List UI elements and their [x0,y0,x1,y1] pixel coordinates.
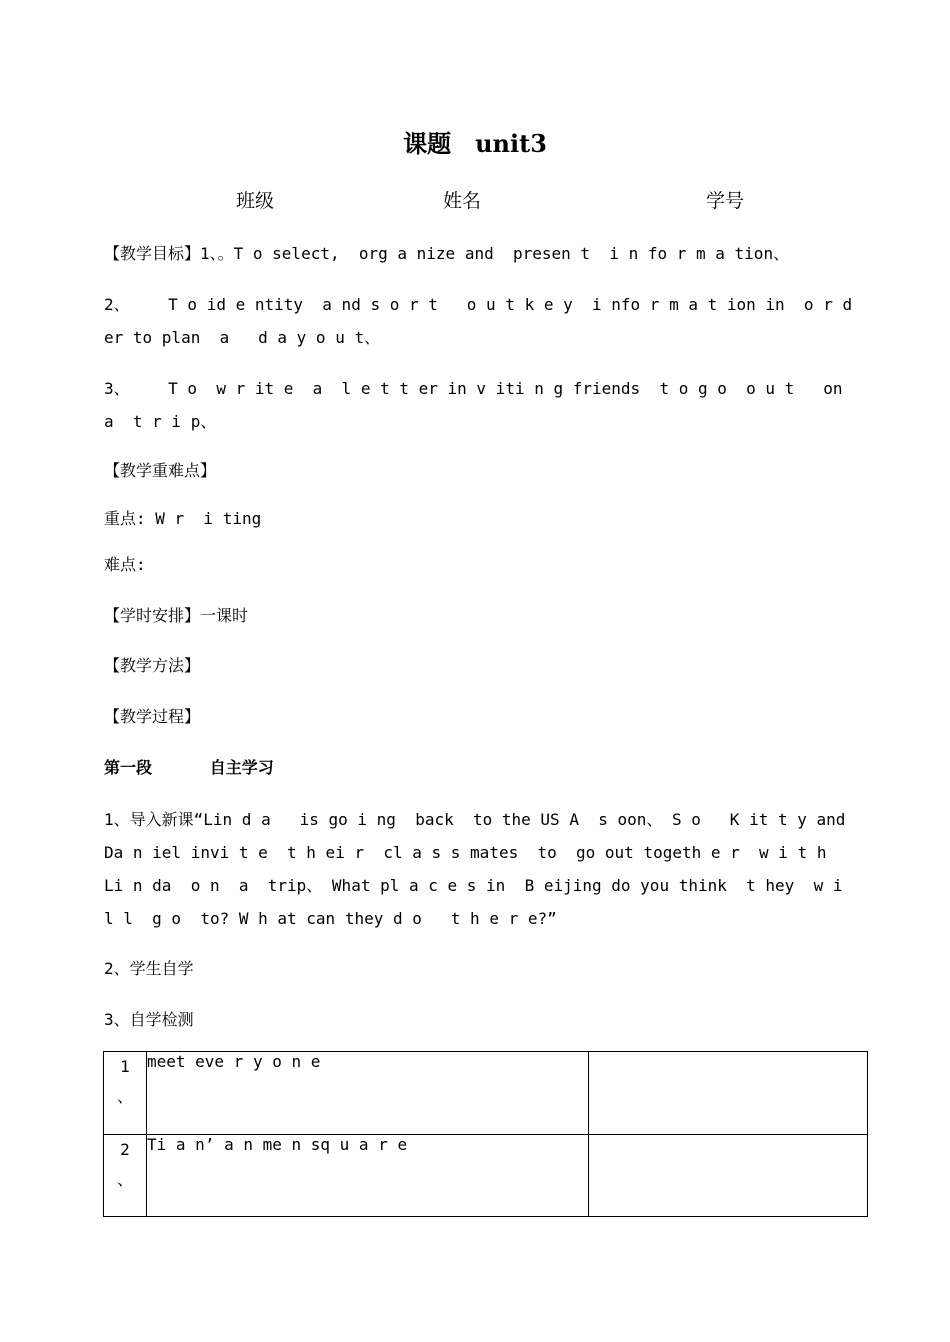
vocabulary-cell: meet eve r y o n e [147,1052,589,1135]
key-difficult-heading: 【教学重难点】 [104,461,217,480]
teaching-objective-3: 3、 T o w r it e a l e t t er in v iti n g friends t o g o o u t on a t r i p、 [104,379,853,431]
answer-cell[interactable] [589,1052,868,1135]
self-check-table [103,1051,868,1217]
row-number-cell: 2 、 [104,1135,147,1217]
section-one-heading: 第一段 自主学习 [104,758,274,777]
vocabulary-cell: Ti a n’ a n me n sq u a r e [147,1135,589,1217]
title-prefix: 课题 [403,129,452,158]
teaching-objective-2: 2、 T o id e ntity a nd s o r t o u t k e y i nfo r m a t ion in o r d er to plan a d a y o u t、 [104,295,862,347]
answer-cell[interactable] [589,1135,868,1217]
schedule-line: 【学时安排】一课时 [104,606,249,625]
method-heading: 【教学方法】 [104,656,201,675]
class-label: 班级 [236,190,275,212]
row-number-cell: 1 、 [104,1052,147,1135]
self-check-line: 3、自学检测 [104,1010,194,1029]
title-unit: unit3 [475,129,547,158]
document-title [0,124,950,159]
teaching-objective-1: 【教学目标】1、。T o select, org a nize and presen t i n fo r m a tion、 [104,244,790,263]
table-row [104,1052,868,1135]
student-id-label: 学号 [706,190,745,212]
process-heading: 【教学过程】 [104,707,201,726]
lesson-intro-paragraph: 1、导入新课“Lin d a is go i ng back to the US A s oon、 S o K it t y and Da n iel invi t e t h ei r cl a s s mates to go out togeth e r w i t h Li n da o n a trip、 What pl a c e s in B eijing do you think t hey w i l l g o to? W h at can they d o t h e r e?” [104,810,856,928]
self-study-line: 2、学生自学 [104,959,194,978]
key-point: 重点: W r i ting [104,509,262,528]
difficult-point: 难点: [104,555,146,574]
table-row [104,1135,868,1217]
name-label: 姓名 [443,190,482,212]
